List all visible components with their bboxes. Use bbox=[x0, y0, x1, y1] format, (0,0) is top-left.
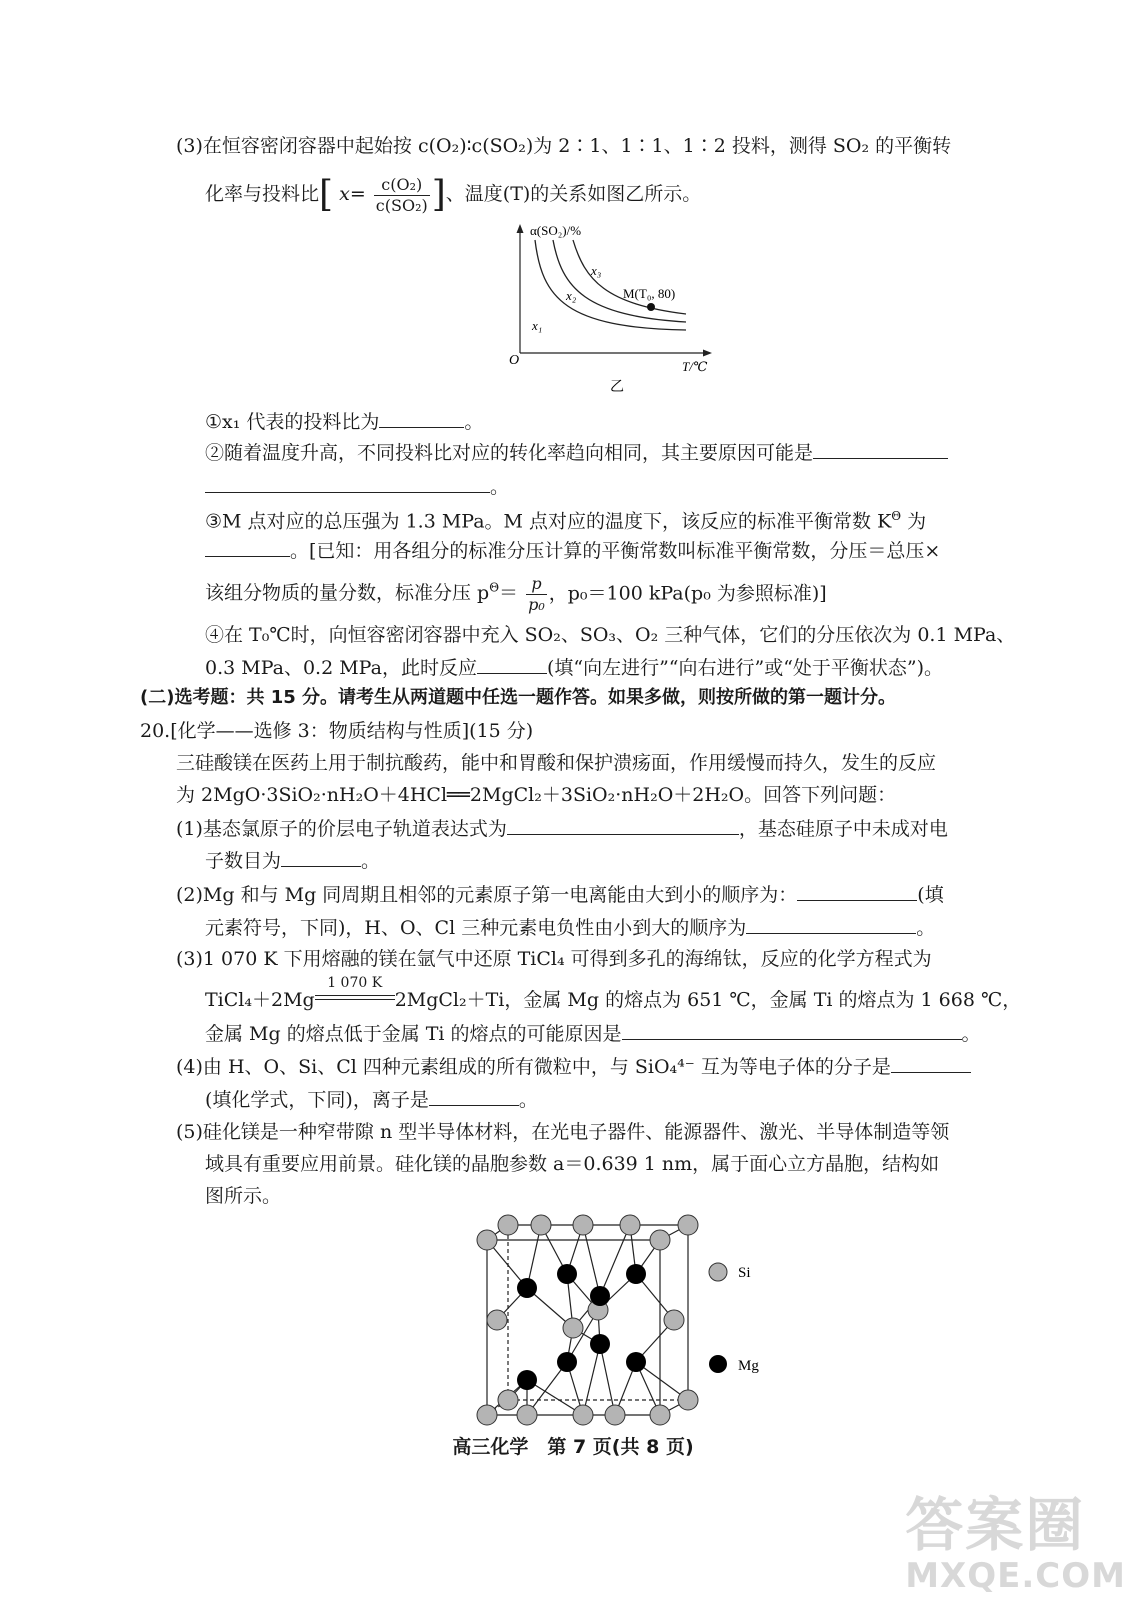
q20-p3-line3: 金属 Mg 的熔点低于金属 Ti 的熔点的可能原因是 。 bbox=[205, 1017, 981, 1049]
si-atom bbox=[487, 1310, 507, 1330]
answer-blank[interactable] bbox=[429, 1083, 519, 1106]
curve-label-x2: x₂ bbox=[566, 288, 577, 303]
crystal-bond bbox=[600, 1344, 615, 1415]
q20-p5-line2: 域具有重要应用前景。硅化镁的晶胞参数 a＝0.639 1 nm，属于面心立方晶胞，结构如 bbox=[205, 1153, 940, 1175]
q3-sub1-text: ①x₁ 代表的投料比为 bbox=[205, 411, 380, 433]
mg-atom bbox=[557, 1264, 577, 1284]
point-m-label: M(T₀, 80) bbox=[623, 286, 676, 301]
si-atom bbox=[517, 1405, 537, 1425]
answer-blank[interactable] bbox=[622, 1017, 962, 1040]
q20-intro2: 为 2MgO·3SiO₂·nH₂O＋4HCl══2MgCl₂＋3SiO₂·nH₂O＋2H₂O。回答下列问题： bbox=[176, 784, 897, 806]
origin-label: O bbox=[509, 353, 520, 368]
si-atom bbox=[531, 1215, 551, 1235]
q3-line2-pre: 化率与投料比 bbox=[205, 183, 320, 205]
si-atom bbox=[650, 1230, 670, 1250]
legend-mg-label: Mg bbox=[738, 1358, 759, 1374]
pressure-fraction: $\frac{p}{\text{p₀}}$ bbox=[528, 573, 545, 614]
mg-atom bbox=[626, 1264, 646, 1284]
mg-atom bbox=[517, 1370, 537, 1390]
q20-p3-line1: (3)1 070 K 下用熔融的镁在氩气中还原 TiCl₄ 可得到多孔的海绵钛，反应的化学方程式为 bbox=[176, 948, 932, 970]
q3-sub3-line3: 该组分物质的量分数，标准分压 $p^\Theta=$ $\frac{p}{\text{p₀}}$ ，p₀＝100 kPa(p₀ 为参照标准)] bbox=[205, 573, 827, 614]
ratio-fraction bbox=[374, 175, 430, 216]
mg-atom bbox=[590, 1286, 610, 1306]
x-axis-arrow bbox=[703, 350, 712, 357]
answer-blank[interactable] bbox=[379, 405, 464, 428]
mg-atom bbox=[557, 1352, 577, 1372]
point-m bbox=[647, 303, 655, 311]
si-atom bbox=[477, 1230, 497, 1250]
page-footer: 高三化学 第 7 页(共 8 页) bbox=[452, 1436, 694, 1458]
si-atom bbox=[664, 1310, 684, 1330]
q3-sub3-line3-pre: 该组分物质的量分数，标准分压 $p^\Theta=$ bbox=[205, 581, 519, 605]
watermark bbox=[905, 1478, 1126, 1596]
si-atom bbox=[573, 1405, 593, 1425]
q20-p5-line3: 图所示。 bbox=[205, 1185, 282, 1207]
q20-p4-line2: (填化学式，下同)，离子是 。 bbox=[205, 1083, 538, 1115]
answer-blank[interactable] bbox=[813, 436, 948, 459]
q3-line2: 化率与投料比[ x= $\frac{\text{c(O₂)}}{\text{c(SO₂)}}$ ]、温度(T)的关系如图乙所示。 bbox=[205, 174, 702, 215]
section-heading: (二)选考题：共 15 分。请考生从两道题中任选一题作答。如果多做，则按所做的第一题计分。 bbox=[140, 687, 897, 708]
q20-p2-line2: 元素符号，下同)，H、O、Cl 三种元素电负性由小到大的顺序为 。 bbox=[205, 911, 935, 943]
legend-mg-atom bbox=[709, 1355, 727, 1373]
crystal-bond bbox=[583, 1225, 600, 1296]
q20-p4-line1: (4)由 H、O、Si、Cl 四种元素组成的所有微粒中，与 SiO₄⁴⁻ 互为等电子体的分子是 bbox=[176, 1050, 971, 1082]
q20-p1-line1: (1)基态氯原子的价层电子轨道表达式为 ，基态硅原子中未成对电 bbox=[176, 812, 948, 844]
watermark-logo: 答案圈 bbox=[905, 1491, 1086, 1559]
crystal-bond bbox=[583, 1344, 600, 1415]
ratio-numerator: c(O₂) bbox=[374, 175, 430, 196]
answer-blank[interactable] bbox=[746, 911, 916, 934]
x-axis-label: T/℃ bbox=[682, 359, 708, 374]
q3-line2-post: 、温度(T)的关系如图乙所示。 bbox=[445, 183, 702, 205]
mg-atom bbox=[626, 1352, 646, 1372]
y-axis-label: α(SO₂)/% bbox=[530, 223, 582, 238]
si-atom bbox=[498, 1215, 518, 1235]
q20-intro1: 三硅酸镁在医药上用于制抗酸药，能中和胃酸和保护溃疡面，作用缓慢而持久，发生的反应 bbox=[176, 752, 937, 774]
curve-x3 bbox=[573, 240, 686, 314]
si-atom bbox=[563, 1318, 583, 1338]
si-atom bbox=[573, 1215, 593, 1235]
legend-si-label: Si bbox=[738, 1265, 751, 1281]
q3-sub2 bbox=[205, 436, 948, 468]
q3-sub3-line2: 。[已知：用各组分的标准分压计算的平衡常数叫标准平衡常数，分压＝总压× bbox=[205, 534, 940, 566]
q3-sub2-text: ②随着温度升高，不同投料比对应的转化率趋向相同，其主要原因可能是 bbox=[205, 442, 814, 464]
mg-atom bbox=[517, 1278, 537, 1298]
answer-blank[interactable] bbox=[205, 534, 290, 557]
crystal-bond bbox=[600, 1225, 630, 1296]
si-atom bbox=[620, 1215, 640, 1235]
answer-blank[interactable] bbox=[797, 878, 917, 901]
si-atom bbox=[678, 1215, 698, 1235]
q20-p2-line1: (2)Mg 和与 Mg 同周期且相邻的元素原子第一电离能由大到小的顺序为： (填 bbox=[176, 878, 944, 910]
q3-sub1: ①x₁ 代表的投料比为 。 bbox=[205, 405, 483, 437]
q20-p5-line1: (5)硅化镁是一种窄带隙 n 型半导体材料，在光电子器件、能源器件、激光、半导体制造等领 bbox=[176, 1121, 950, 1143]
ratio-denominator: c(SO₂) bbox=[375, 195, 428, 215]
watermark-url: MXQE.COM bbox=[905, 1556, 1126, 1596]
legend-si-atom bbox=[709, 1263, 727, 1281]
q3-sub4-line1: ④在 T₀℃时，向恒容密闭容器中充入 SO₂、SO₃、O₂ 三种气体，它们的分压依次为 0.1 MPa、 bbox=[205, 624, 1016, 646]
q20-p1-line2: 子数目为 。 bbox=[205, 844, 380, 876]
answer-blank[interactable] bbox=[891, 1050, 971, 1073]
q3-sub3-line1: ③M 点对应的总压强为 1.3 MPa。M 点对应的温度下，该反应的标准平衡常数 $K^\Theta$ 为 bbox=[205, 509, 927, 533]
reaction-arrow: 1 070 K bbox=[315, 995, 395, 1006]
ratio-lhs: x= bbox=[339, 183, 366, 205]
answer-blank[interactable] bbox=[507, 812, 739, 835]
answer-blank[interactable] bbox=[477, 651, 547, 674]
q3-sub4-line2: 0.3 MPa、0.2 MPa，此时反应 (填“向左进行”“向右进行”或“处于平衡状态”)。 bbox=[205, 651, 943, 683]
q20-p3-line2: TiCl₄＋2Mg 1 070 K 2MgCl₂＋Ti，金属 Mg 的熔点为 651 ℃，金属 Ti 的熔点为 1 668 ℃， bbox=[205, 975, 1022, 1011]
q3-sub2-cont: 。 bbox=[205, 470, 509, 502]
q20-title: 20.[化学——选修 3：物质结构与性质](15 分) bbox=[140, 720, 534, 742]
answer-blank[interactable] bbox=[205, 470, 490, 493]
figure-caption: 乙 bbox=[610, 380, 624, 395]
si-atom bbox=[605, 1405, 625, 1425]
crystal-structure bbox=[455, 1210, 775, 1435]
curve-x1 bbox=[535, 240, 686, 330]
si-atom bbox=[650, 1405, 670, 1425]
si-atom bbox=[477, 1405, 497, 1425]
curve-label-x3: x₃ bbox=[591, 263, 602, 278]
si-atom bbox=[678, 1390, 698, 1410]
q3-line1: (3)在恒容密闭容器中起始按 c(O₂)∶c(SO₂)为 2∶1、1∶1、1∶2 投料，测得 SO₂ 的平衡转 bbox=[176, 135, 952, 157]
answer-blank[interactable] bbox=[281, 844, 361, 867]
mg-atom bbox=[590, 1334, 610, 1354]
si-atom bbox=[498, 1390, 518, 1410]
curve-label-x1: x₁ bbox=[532, 318, 543, 333]
y-axis-arrow bbox=[517, 224, 524, 233]
figure-yi bbox=[500, 218, 730, 398]
